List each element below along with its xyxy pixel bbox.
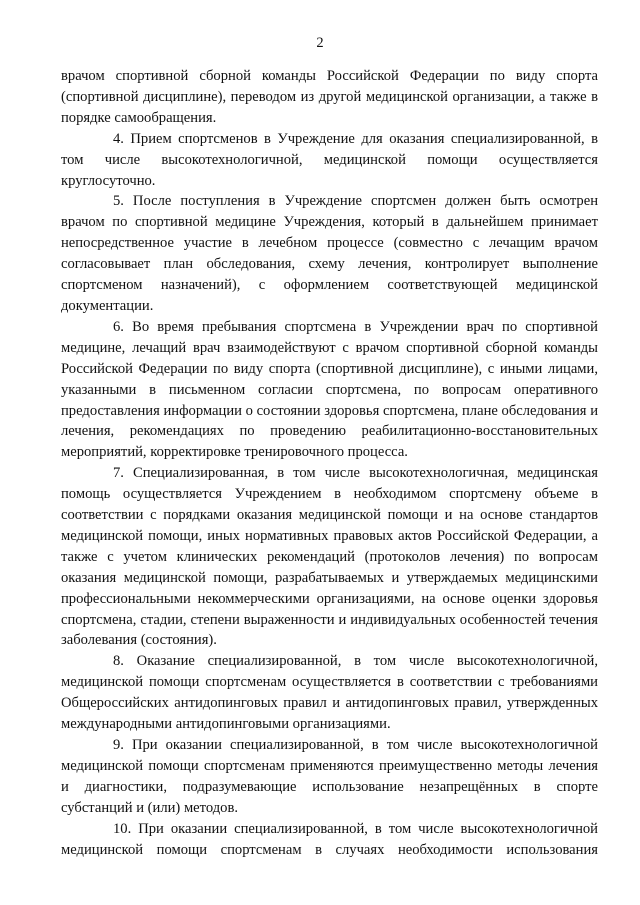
paragraph-item-8: 8. Оказание специализированной, в том числе высокотехнологичной, медицинской помощи спортсменам осуществляется в соответствии с требованиями Общероссийских антидопинговых правил и антидопинговых правил, утвержденных международными антидопинговыми организациями. — [61, 653, 598, 733]
paragraph-item-6: 6. Во время пребывания спортсмена в Учреждении врач по спортивной медицине, лечащий врач взаимодействуют с врачом спортивной сборной команды Российской Федерации по виду спорта (спортивной дисциплине), с иными лицами, указанными в письменном согласии спортсмена, по вопросам оперативного предоставления информации о состоянии здоровья спортсмена, плане обследования и лечения, рекомендациях по проведению реабилитационно-восстановительных мероприятий, корректировке тренировочного процесса. — [61, 318, 598, 461]
document-body — [61, 66, 598, 860]
paragraph-continuation: врачом спортивной сборной команды Российской Федерации по виду спорта (спортивной дисциплине), переводом из другой медицинской организации, а также в порядке самообращения. — [61, 68, 598, 126]
page-number: 2 — [316, 35, 324, 51]
paragraph-item-10: 10. При оказании специализированной, в том числе высокотехнологичной медицинской помощи спортсменам в случаях необходимости использования — [61, 820, 598, 858]
paragraph-item-4: 4. Прием спортсменов в Учреждение для оказания специализированной, в том числе высокотехнологичной, медицинской помощи осуществляется круглосуточно. — [61, 130, 598, 189]
paragraph-item-9: 9. При оказании специализированной, в том числе высокотехнологичной медицинской помощи спортсменам применяются преимущественно методы лечения и диагностики, подразумевающие использование незапрещённых в спорте субстанций и (или) методов. — [61, 737, 598, 816]
paragraph-item-7: 7. Специализированная, в том числе высокотехнологичная, медицинская помощь осуществляется Учреждением в необходимом спортсмену объеме в соответствии с порядками оказания медицинской помощи и на основе стандартов медицинской помощи, иных нормативных правовых актов Российской Федерации, а также с учетом клинических рекомендаций (протоколов лечения) по вопросам оказания медицинской помощи, разрабатываемых и утверждаемых медицинскими профессиональными некоммерческими организациями, на основе оценки здоровья спортсмена, стадии, степени выраженности и индивидуальных особенностей течения заболевания (состояния). — [61, 465, 598, 649]
paragraph-item-5: 5. После поступления в Учреждение спортсмен должен быть осмотрен врачом по спортивной медицине Учреждения, который в дальнейшем принимает непосредственное участие в лечебном процессе (совместно с лечащим врачом согласовывает план обследования, схему лечения, контролирует выполнение спортсменом назначений), с оформлением соответствующей медицинской документации. — [61, 193, 598, 314]
